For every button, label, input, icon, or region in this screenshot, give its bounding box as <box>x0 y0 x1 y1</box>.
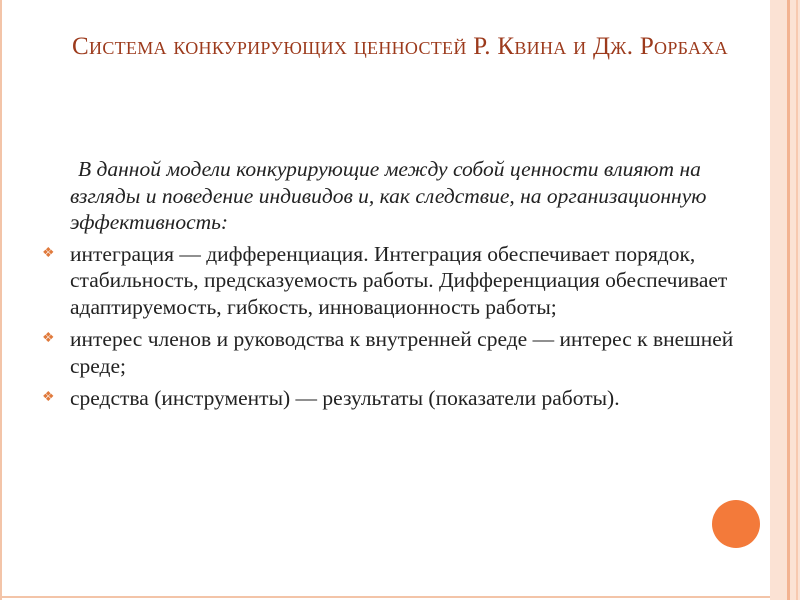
list-item <box>40 241 740 321</box>
bullet-icon: ❖ <box>42 331 55 346</box>
slide-title: Система конкурирующих ценностей Р. Квина и Дж. Рорбаха <box>72 33 728 60</box>
list-item-text: интерес членов и руководства к внутренней среде — интерес к внешней среде; <box>70 327 734 378</box>
list-item <box>40 326 740 379</box>
list-item <box>40 385 740 412</box>
frame-right-line-secondary <box>796 0 798 600</box>
frame-bottom-border <box>0 596 800 598</box>
frame-right-line <box>787 0 790 600</box>
slide-body <box>40 156 740 418</box>
intro-paragraph: В данной модели конкурирующие между собой ценности влияют на взгляды и поведение индивидов и, как следствие, на организационную эффективность: <box>70 157 707 234</box>
list-item-text: средства (инструменты) — результаты (показатели работы). <box>70 386 620 410</box>
bullet-icon: ❖ <box>42 390 55 405</box>
frame-left-border <box>0 0 2 600</box>
bullet-icon: ❖ <box>42 245 55 261</box>
list-item-text: интеграция — дифференциация. Интеграция обеспечивает порядок, стабильность, предсказуемость работы. Дифференциация обеспечивает адаптируемость, гибкость, инновационность работы; <box>70 241 728 319</box>
decorative-circle-icon <box>712 500 760 548</box>
